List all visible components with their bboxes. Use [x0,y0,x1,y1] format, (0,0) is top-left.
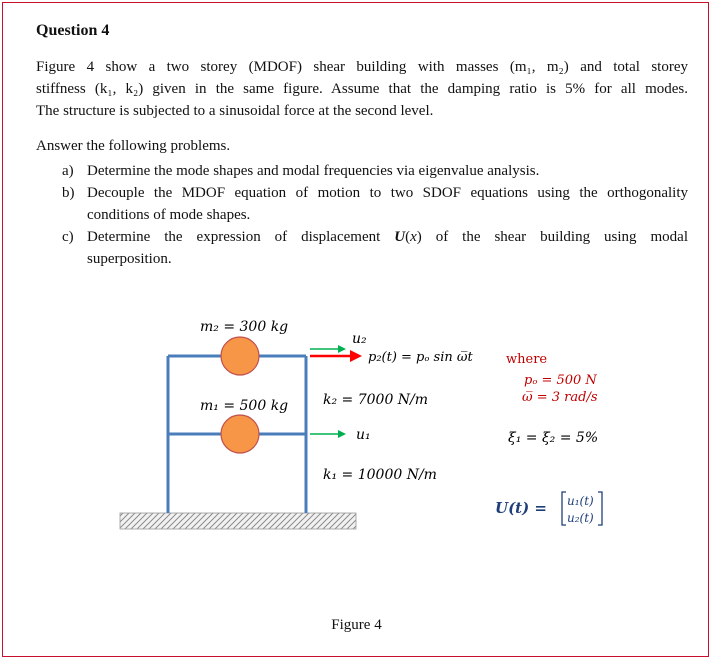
figure-caption: Figure 4 [331,617,382,633]
m1-label: m₁ = 500 kg [200,398,289,414]
paragraph-line: Figure 4 show a two storey (MDOF) shear building with masses (m₁, m₂) and total storey [36,59,688,75]
m2-label: m₂ = 300 kg [200,319,289,335]
item-line: Determine the mode shapes and modal frequencies via eigenvalue analysis. [87,163,540,179]
item-line: Determine the expression of displacement U(x) of the shear building using modal [87,229,688,245]
u1-arrowhead [338,430,346,438]
item-line: Decouple the MDOF equation of motion to two SDOF equations using the orthogonality [87,185,688,201]
u1-label: u₁ [356,427,371,443]
po-label: pₒ = 500 N [524,373,597,388]
question-title: Question 4 [36,22,110,39]
item-label: a) [62,163,74,179]
damping-label: ξ₁ = ξ₂ = 5% [508,430,599,446]
item-line: conditions of mode shapes. [87,207,251,223]
vector-top-entry: u₁(t) [567,494,594,508]
paragraph-line: The structure is subjected to a sinusoidal force at the second level. [36,103,434,119]
u2-label: u₂ [352,331,367,347]
item-label: c) [62,229,74,245]
vector-right-bracket [598,492,602,525]
item-line: superposition. [87,251,172,267]
u2-arrowhead [338,345,346,353]
vector-left-bracket [562,492,566,525]
paragraph-line: stiffness (k₁, k₂) given in the same figure. Assume that the damping ratio is 5% for all modes. [36,81,688,97]
omega-label: ω̅ = 3 rad/s [522,390,598,405]
force-arrowhead [350,350,362,362]
problems-intro: Answer the following problems. [36,138,231,154]
force-label: p₂(t) = pₒ sin ω̅t [368,350,473,365]
item-label: b) [62,185,75,201]
mass-1-circle [221,415,259,453]
k2-label: k₂ = 7000 N/m [323,392,429,408]
where-label: where [506,352,548,367]
k1-label: k₁ = 10000 N/m [323,467,437,483]
displacement-vector-label: U(t) = [495,499,547,517]
vector-bottom-entry: u₂(t) [567,511,594,525]
mass-2-circle [221,337,259,375]
ground-hatch [120,513,356,529]
